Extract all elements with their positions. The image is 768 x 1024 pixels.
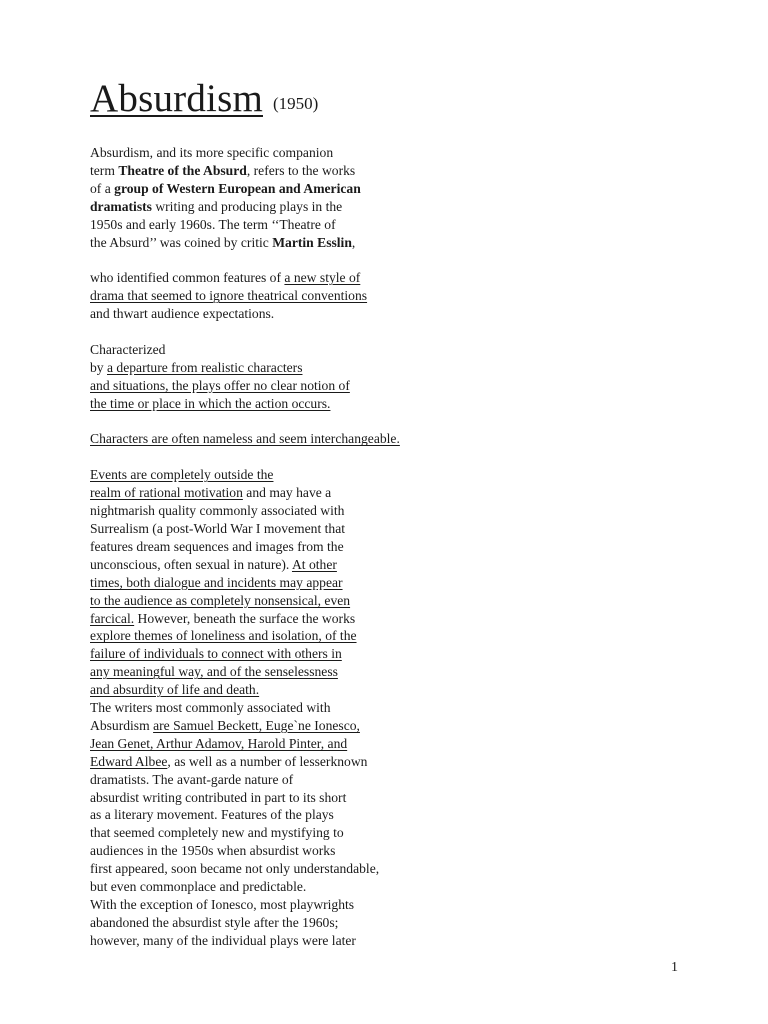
text-line <box>90 269 730 287</box>
text-line <box>90 484 730 502</box>
text-line <box>90 216 730 234</box>
title-block <box>90 76 318 121</box>
underlined-text: to the audience as completely nonsensical, even <box>90 592 351 608</box>
underlined-text: farcical. <box>90 610 135 626</box>
text-run: With the exception of Ionesco, most playwrights <box>90 897 355 912</box>
text-line <box>90 610 730 628</box>
text-run: by <box>90 359 107 375</box>
text-run: features dream sequences and images from the <box>90 538 344 554</box>
text-line <box>90 806 730 824</box>
text-line <box>90 538 730 556</box>
bold-text: Theatre of the Absurd <box>118 162 247 178</box>
blank-line <box>90 251 730 269</box>
underlined-text: At other <box>291 556 337 572</box>
text-run: first appeared, soon became not only understandable, <box>90 861 380 877</box>
text-run: However, beneath the surface the works <box>134 610 356 626</box>
text-run: audiences in the 1950s when absurdist works <box>90 843 336 859</box>
text-line <box>90 430 730 448</box>
text-run: nightmarish quality commonly associated with <box>90 503 345 519</box>
bold-text: Martin Esslin <box>272 234 352 250</box>
text-run: dramatists. The avant-garde nature of <box>90 771 294 787</box>
text-line <box>90 144 730 162</box>
text-line <box>90 824 730 842</box>
text-line <box>90 502 730 520</box>
text-run: that seemed completely new and mystifying to <box>90 825 344 841</box>
text-line <box>90 914 730 932</box>
text-run: the Absurd’’ was coined by critic <box>90 234 273 250</box>
underlined-text: realm of rational motivation <box>90 485 243 501</box>
text-line <box>90 574 730 592</box>
blank-line <box>90 413 730 431</box>
text-line <box>90 771 730 789</box>
text-line <box>90 717 730 735</box>
text-run: Absurdism <box>90 717 154 733</box>
text-line <box>90 287 730 305</box>
body-text <box>90 144 730 950</box>
bold-text: group of Western European and American <box>114 180 361 196</box>
text-run: writing and producing plays in the <box>151 198 343 214</box>
underlined-text: and absurdity of life and death. <box>90 682 260 698</box>
text-run: Characterized <box>90 341 166 357</box>
text-line <box>90 377 730 395</box>
underlined-text: a new style of <box>284 270 361 286</box>
text-line <box>90 359 730 377</box>
text-line <box>90 699 730 717</box>
text-run: who identified common features of <box>90 270 285 286</box>
underlined-text: times, both dialogue and incidents may appear <box>90 574 343 590</box>
text-run: Absurdism, and its more specific companion <box>90 145 334 160</box>
text-line <box>90 681 730 699</box>
text-line <box>90 341 730 359</box>
text-run: but even commonplace and predictable. <box>90 879 307 895</box>
text-line <box>90 878 730 896</box>
text-line <box>90 305 730 323</box>
text-line <box>90 198 730 216</box>
blank-line <box>90 323 730 341</box>
text-line <box>90 842 730 860</box>
text-run: , as well as a number of lesserknown <box>167 753 368 769</box>
text-run: , <box>351 234 356 250</box>
bold-text: dramatists <box>90 198 152 214</box>
text-run: term <box>90 162 119 178</box>
text-line <box>90 932 730 950</box>
text-line <box>90 234 730 252</box>
underlined-text: Edward Albee <box>90 753 168 769</box>
page-number: 1 <box>671 960 678 975</box>
text-line <box>90 180 730 198</box>
underlined-text: explore themes of loneliness and isolation, of the <box>90 628 357 644</box>
text-line <box>90 896 730 914</box>
text-run: and may have a <box>242 485 332 501</box>
title-year: (1950) <box>272 94 319 113</box>
underlined-text: Events are completely outside the <box>90 467 274 483</box>
underlined-text: Jean Genet, Arthur Adamov, Harold Pinter, and <box>90 735 348 751</box>
text-line <box>90 645 730 663</box>
text-line <box>90 592 730 610</box>
text-line <box>90 860 730 878</box>
underlined-text: the time or place in which the action occurs. <box>90 395 331 411</box>
text-line <box>90 395 730 413</box>
text-run: The writers most commonly associated with <box>90 700 331 716</box>
text-line <box>90 520 730 538</box>
text-line <box>90 735 730 753</box>
text-line <box>90 753 730 771</box>
text-run: Surrealism (a post-World War I movement that <box>90 520 346 536</box>
underlined-text: are Samuel Beckett, Euge`ne Ionesco, <box>153 717 360 733</box>
text-line <box>90 162 730 180</box>
text-line <box>90 466 730 484</box>
text-run: and thwart audience expectations. <box>90 306 275 322</box>
underlined-text: a departure from realistic characters <box>107 359 303 375</box>
underlined-text: failure of individuals to connect with others in <box>90 646 342 662</box>
underlined-text: Characters are often nameless and seem interchangeable. <box>90 431 400 447</box>
text-line <box>90 627 730 645</box>
text-run: as a literary movement. Features of the plays <box>90 807 334 823</box>
text-line <box>90 789 730 807</box>
underlined-text: and situations, the plays offer no clear notion of <box>90 377 350 393</box>
underlined-text: any meaningful way, and of the senselessness <box>90 664 338 680</box>
page-title: Absurdism <box>90 77 263 120</box>
text-run: however, many of the individual plays were later <box>90 932 356 948</box>
text-run: abandoned the absurdist style after the 1960s; <box>90 914 339 930</box>
blank-line <box>90 448 730 466</box>
text-run: unconscious, often sexual in nature). <box>90 556 292 572</box>
text-run: of a <box>90 180 115 196</box>
underlined-text: drama that seemed to ignore theatrical conventions <box>90 288 368 304</box>
text-run: absurdist writing contributed in part to its short <box>90 789 347 805</box>
text-line <box>90 663 730 681</box>
text-run: 1950s and early 1960s. The term ‘‘Theatre of <box>90 216 336 232</box>
text-run: , refers to the works <box>246 162 356 178</box>
text-line <box>90 556 730 574</box>
